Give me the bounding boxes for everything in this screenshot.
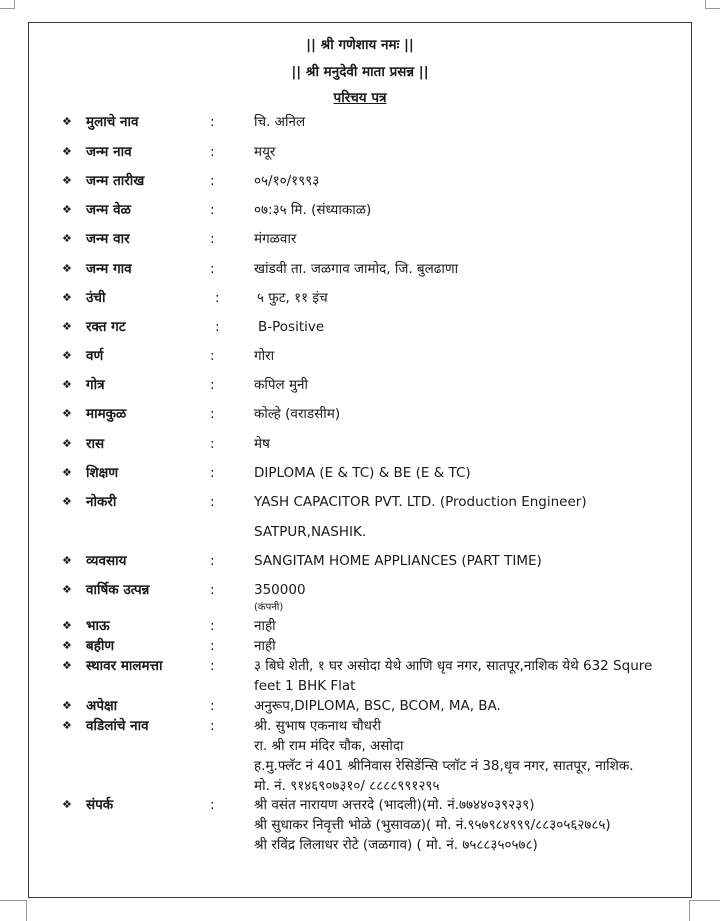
bullet-icon: ❖ (62, 798, 72, 811)
field-colon: : (210, 377, 215, 393)
field-value: अनुरूप,DIPLOMA, BSC, BCOM, MA, BA. (254, 698, 501, 714)
bullet-icon: ❖ (62, 639, 72, 652)
field-label: मुलाचे नाव (86, 114, 139, 130)
field-colon: : (210, 231, 215, 247)
crop-mark-top-left (0, 0, 15, 9)
field-value: ०५/१०/१९९३ (254, 173, 320, 189)
bullet-icon: ❖ (62, 466, 72, 479)
field-value: ५ फुट, ११ इंच (257, 290, 328, 306)
bullet-icon: ❖ (62, 232, 72, 245)
field-colon: : (210, 698, 215, 714)
field-value-note: (कंपनी) (254, 602, 284, 613)
bullet-icon: ❖ (62, 619, 72, 632)
field-label: व्यवसाय (86, 553, 127, 569)
field-colon: : (210, 406, 215, 422)
crop-mark-bottom-left (0, 900, 27, 921)
bullet-icon: ❖ (62, 320, 72, 333)
bullet-icon: ❖ (62, 437, 72, 450)
field-label: मामकुळ (86, 406, 127, 422)
bullet-icon: ❖ (62, 495, 72, 508)
field-value: मयूर (254, 144, 276, 160)
document-title: परिचय पत्र (333, 90, 387, 106)
field-label: अपेक्षा (86, 698, 118, 714)
bullet-icon: ❖ (62, 699, 72, 712)
field-label: जन्म तारीख (86, 173, 145, 189)
field-value-line-3: श्री रविंद्र लिलाधर रोटे (जळगाव) ( मो. नं. ७५८८३५०५७८) (254, 837, 538, 853)
field-colon: : (210, 618, 215, 634)
field-value: 350000 (254, 582, 306, 598)
field-colon: : (215, 290, 220, 306)
bullet-icon: ❖ (62, 203, 72, 216)
bullet-icon: ❖ (62, 291, 72, 304)
bullet-icon: ❖ (62, 583, 72, 596)
field-value: नाही (254, 638, 276, 654)
field-label: नोकरी (86, 494, 117, 510)
field-colon: : (215, 319, 220, 335)
field-colon: : (210, 348, 215, 364)
field-colon: : (210, 718, 215, 734)
field-label: स्थावर मालमत्ता (86, 658, 163, 674)
field-value: YASH CAPACITOR PVT. LTD. (Production Engineer) (254, 494, 587, 510)
field-value: श्री. सुभाष एकनाथ चौधरी (254, 718, 381, 734)
field-value-line-2: श्री सुधाकर निवृत्ती भोळे (भुसावळ)( मो. नं.९५७९८४९९९/८८३०५६२७८५) (254, 817, 611, 833)
field-value: मंगळवार (254, 231, 297, 247)
field-label: जन्म वेळ (86, 202, 131, 218)
field-label: बहीण (86, 638, 115, 654)
field-colon: : (210, 553, 215, 569)
invocation-line-1: || श्री गणेशाय नमः || (306, 37, 414, 53)
bullet-icon: ❖ (62, 145, 72, 158)
field-colon: : (210, 173, 215, 189)
field-colon: : (210, 582, 215, 598)
field-value: कपिल मुनी (254, 377, 309, 393)
field-colon: : (210, 261, 215, 277)
bullet-icon: ❖ (62, 554, 72, 567)
field-value: चि. अनिल (254, 114, 306, 130)
field-value: खांडवी ता. जळगाव जामोद, जि. बुलढाणा (254, 261, 459, 277)
field-value: ३ बिघे शेती, १ घर असोदा येथे आणि धृव नगर, सातपूर,नाशिक येथे 632 Squre (254, 658, 653, 674)
field-label: उंची (86, 290, 106, 306)
field-value: SANGITAM HOME APPLIANCES (PART TIME) (254, 553, 542, 569)
field-value-line-3: ह.मु.फ्लॅट नं 401 श्रीनिवास रेसिडेंन्सि प्लॉट नं 38,धृव नगर, सातपूर, नाशिक. (254, 758, 634, 774)
field-value-line-2: SATPUR,NASHIK. (254, 524, 367, 540)
crop-mark-bottom-right (689, 900, 720, 921)
bullet-icon: ❖ (62, 262, 72, 275)
bullet-icon: ❖ (62, 174, 72, 187)
field-value: ०७:३५ मि. (संध्याकाळ) (254, 202, 372, 218)
field-label: रक्त गट (86, 319, 126, 335)
field-value: B-Positive (258, 319, 325, 335)
bullet-icon: ❖ (62, 378, 72, 391)
crop-mark-top-right (705, 0, 720, 9)
field-colon: : (210, 202, 215, 218)
field-value: गोरा (254, 348, 275, 364)
field-value-line-2: feet 1 BHK Flat (254, 678, 356, 694)
field-value: कोल्हे (वराडसीम) (254, 406, 341, 422)
field-label: वार्षिक उत्पन्न (86, 582, 150, 598)
field-label: गोत्र (86, 377, 105, 393)
field-colon: : (210, 465, 215, 481)
field-value: DIPLOMA (E & TC) & BE (E & TC) (254, 465, 471, 481)
field-label: जन्म नाव (86, 144, 132, 160)
bullet-icon: ❖ (62, 407, 72, 420)
bullet-icon: ❖ (62, 115, 72, 128)
field-label: जन्म वार (86, 231, 130, 247)
field-label: भाऊ (86, 618, 110, 634)
bullet-icon: ❖ (62, 659, 72, 672)
field-label: जन्म गाव (86, 261, 132, 277)
invocation-line-2: || श्री मनुदेवी माता प्रसन्न || (291, 64, 429, 80)
field-colon: : (210, 494, 215, 510)
field-label: शिक्षण (86, 465, 119, 481)
field-colon: : (210, 144, 215, 160)
field-colon: : (210, 114, 215, 130)
field-label: वडिलांचे नाव (86, 718, 149, 734)
field-value: श्री वसंत नारायण अत्तरदे (भादली)(मो. नं.७७४४०३९२३९) (254, 797, 535, 813)
field-label: वर्ण (86, 348, 104, 364)
field-colon: : (210, 797, 215, 813)
field-value-line-4: मो. नं. ९१४६९०७३१०/ ८८८८९९१२९५ (254, 778, 440, 794)
field-colon: : (210, 638, 215, 654)
field-value-line-2: रा. श्री राम मंदिर चौक, असोदा (254, 738, 404, 754)
field-label: रास (86, 436, 105, 452)
field-colon: : (210, 436, 215, 452)
bullet-icon: ❖ (62, 349, 72, 362)
field-label: संपर्क (86, 797, 114, 813)
bullet-icon: ❖ (62, 719, 72, 732)
field-value: मेष (254, 436, 270, 452)
field-value: नाही (254, 618, 276, 634)
field-colon: : (210, 658, 215, 674)
